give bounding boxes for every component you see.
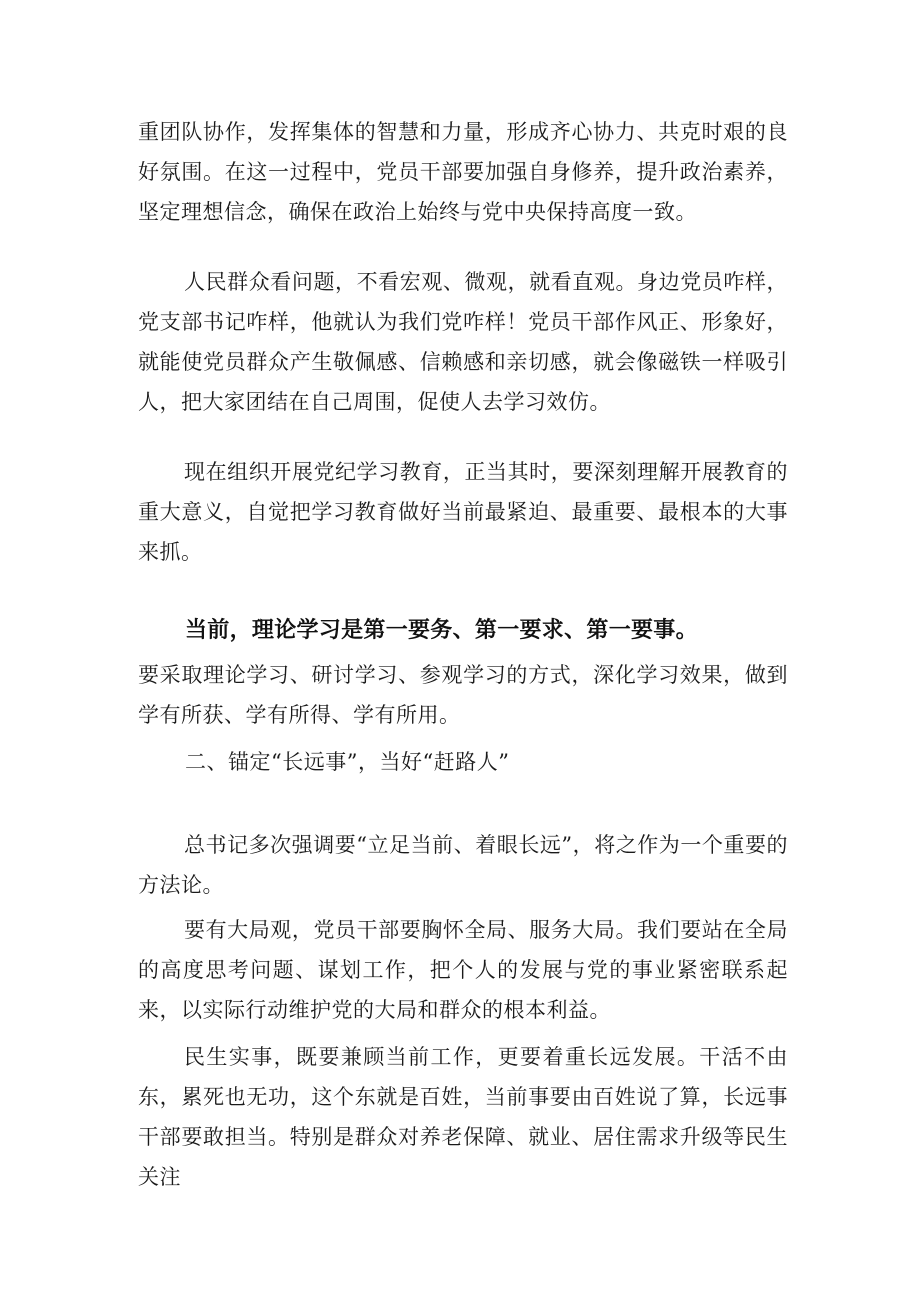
paragraph-overall-view: 要有大局观，党员干部要胸怀全局、服务大局。我们要站在全局的高度思考问题、谋划工作，把个人的发展与党的事业紧密联系起来，以实际行动维护党的大局和群众的根本利益。 [138,918,788,1022]
section-title-two: 二、锚定“长远事”，当好“赶路人” [185,750,510,774]
paragraph-party-discipline-education: 现在组织开展党纪学习教育，正当其时，要深刻理解开展教育的重大意义，自觉把学习教育做好当前最紧迫、最重要、最根本的大事来抓。 [138,460,788,564]
paragraph-long-term-methodology: 总书记多次强调要“立足当前、着眼长远”，将之作为一个重要的方法论。 [138,833,788,897]
paragraph-study-methods: 要采取理论学习、研讨学习、参观学习的方式，深化学习效果，做到学有所获、学有所得、学有所用。 [138,663,788,727]
paragraph-livelihood: 民生实事，既要兼顾当前工作，更要着重长远发展。干活不由东，累死也无功，这个东就是百姓，当前事要由百姓说了算，长远事干部要敢担当。特别是群众对养老保障、就业、居住需求升级等民生关注 [138,1045,788,1189]
paragraph-team-cooperation: 重团队协作，发挥集体的智慧和力量，形成齐心协力、共克时艰的良好氛围。在这一过程中，党员干部要加强自身修养，提升政治素养，坚定理想信念，确保在政治上始终与党中央保持高度一致。 [138,120,788,224]
paragraph-people-view: 人民群众看问题，不看宏观、微观，就看直观。身边党员咋样，党支部书记咋样，他就认为我们党咋样！党员干部作风正、形象好，就能使党员群众产生敬佩感、信赖感和亲切感，就会像磁铁一样吸引人，把大家团结在自己周围，促使人去学习效仿。 [138,270,788,414]
heading-theory-study: 当前，理论学习是第一要务、第一要求、第一要事。 [185,618,698,643]
